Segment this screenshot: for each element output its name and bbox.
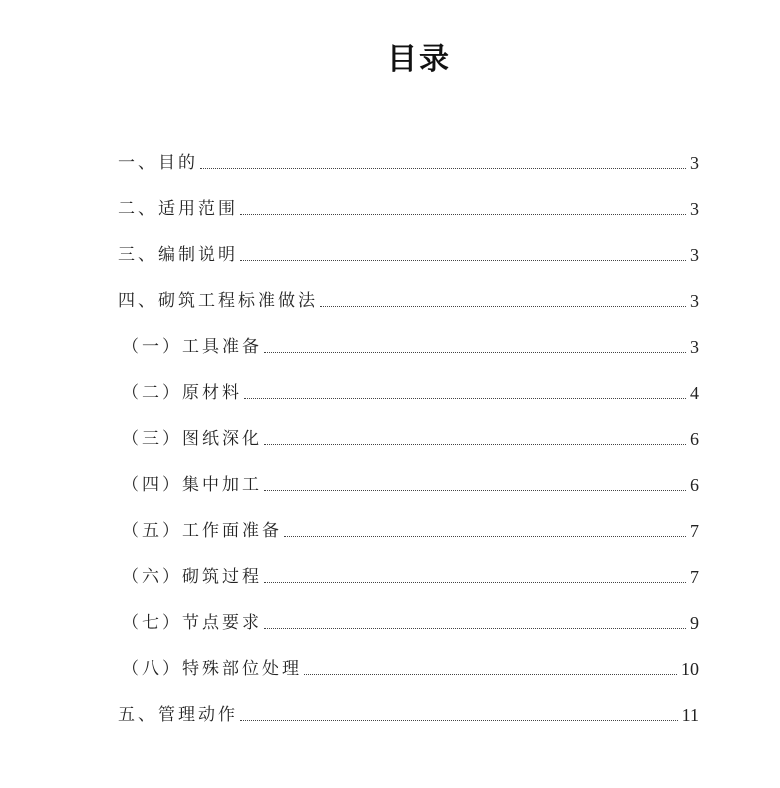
toc-entry-label: 四、砌筑工程标准做法 [118,291,318,311]
dot-leader [200,168,686,169]
dot-leader [264,628,686,629]
toc-entry-page: 3 [690,337,699,357]
toc-list [118,132,699,730]
toc-entry-label: （六）砌筑过程 [122,567,262,587]
dot-leader [320,306,686,307]
toc-entry-label: 五、管理动作 [118,705,238,725]
toc-entry-label: （五）工作面准备 [122,521,282,541]
dot-leader [284,536,686,537]
toc-entry[interactable] [118,270,699,316]
toc-entry-label: （二）原材料 [122,383,242,403]
toc-entry-label: （三）图纸深化 [122,429,262,449]
toc-entry[interactable] [118,224,699,270]
toc-entry-label: （四）集中加工 [122,475,262,495]
toc-entry-label: （七）节点要求 [122,613,262,633]
toc-entry-page: 3 [690,291,699,311]
toc-entry-label: 二、适用范围 [118,199,238,219]
toc-entry-label: （八）特殊部位处理 [122,659,302,679]
toc-entry-page: 10 [681,659,699,679]
toc-entry[interactable] [118,316,699,362]
toc-entry[interactable] [118,638,699,684]
toc-entry[interactable] [118,592,699,638]
toc-entry-page: 3 [690,153,699,173]
dot-leader [304,674,677,675]
toc-entry-page: 6 [690,475,699,495]
toc-entry-page: 11 [681,705,699,725]
dot-leader [240,214,686,215]
toc-entry[interactable] [118,362,699,408]
toc-title: 目录 [387,42,451,77]
toc-entry[interactable] [118,500,699,546]
toc-entry[interactable] [118,408,699,454]
toc-entry[interactable] [118,178,699,224]
toc-entry[interactable] [118,684,699,730]
toc-entry-label: （一）工具准备 [122,337,262,357]
dot-leader [244,398,686,399]
dot-leader [240,720,678,721]
dot-leader [264,582,686,583]
toc-entry-page: 9 [690,613,699,633]
toc-entry-page: 7 [690,567,699,587]
toc-entry[interactable] [118,132,699,178]
toc-entry-page: 3 [690,199,699,219]
dot-leader [240,260,686,261]
toc-entry-page: 7 [690,521,699,541]
dot-leader [264,444,686,445]
toc-entry-page: 6 [690,429,699,449]
toc-entry-label: 一、目的 [118,153,198,173]
dot-leader [264,352,686,353]
toc-entry[interactable] [118,454,699,500]
dot-leader [264,490,686,491]
toc-entry[interactable] [118,546,699,592]
toc-entry-label: 三、编制说明 [118,245,238,265]
toc-entry-page: 3 [690,245,699,265]
toc-entry-page: 4 [690,383,699,403]
